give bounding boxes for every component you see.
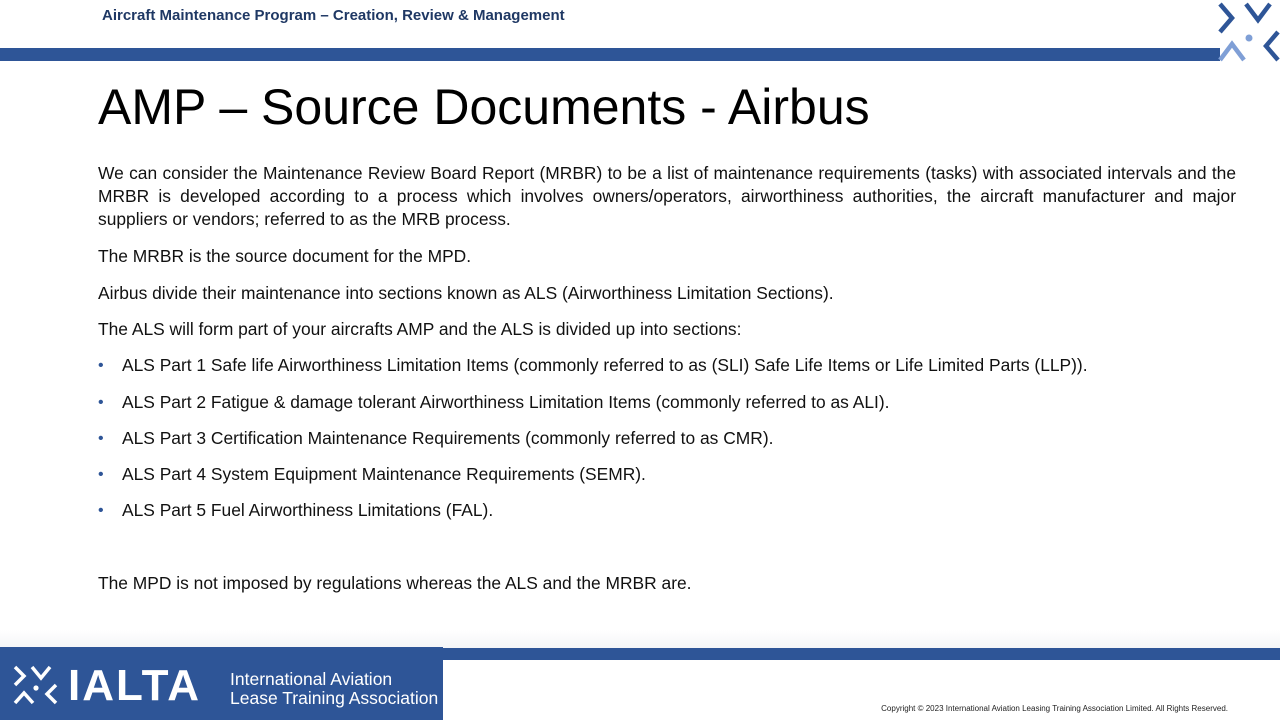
footer-divider-bar: [443, 648, 1280, 660]
bullet-icon: •: [98, 466, 104, 483]
bullet-text: ALS Part 2 Fatigue & damage tolerant Airworthiness Limitation Items (commonly referred to as ALI).: [122, 392, 890, 412]
org-name-line1: International Aviation: [230, 669, 393, 689]
bullet-text: ALS Part 3 Certification Maintenance Requirements (commonly referred to as CMR).: [122, 428, 774, 448]
paragraph-als-sections: The ALS will form part of your aircrafts AMP and the ALS is divided up into sections:: [98, 319, 742, 339]
org-name-line2: Lease Training Association: [230, 688, 439, 708]
bullet-icon: •: [98, 430, 104, 447]
brand-wordmark: IALTA: [68, 661, 201, 710]
bullet-icon: •: [98, 502, 104, 519]
paragraph-closing: The MPD is not imposed by regulations whereas the ALS and the MRBR are.: [98, 573, 692, 593]
presentation-title: Aircraft Maintenance Program – Creation, Review & Management: [102, 7, 565, 24]
paragraph-airbus-als: Airbus divide their maintenance into sections known as ALS (Airworthiness Limitation Sections).: [98, 283, 834, 303]
slide-title: AMP – Source Documents - Airbus: [98, 79, 870, 135]
ialta-logo-mark-icon: [12, 663, 58, 707]
copyright-notice: Copyright © 2023 International Aviation Leasing Training Association Limited. All Rights Reserved.: [881, 704, 1228, 713]
footer-logo: [0, 647, 443, 720]
footer-shadow: [0, 630, 1280, 648]
bullet-text: ALS Part 5 Fuel Airworthiness Limitations (FAL).: [122, 500, 494, 520]
bullet-text: ALS Part 4 System Equipment Maintenance Requirements (SEMR).: [122, 464, 646, 484]
header-divider-bar: [0, 48, 1220, 61]
bullet-text: ALS Part 1 Safe life Airworthiness Limitation Items (commonly referred to as (SLI) Safe Life Items or Life Limited Parts (LLP)).: [122, 355, 1088, 375]
ialta-mark-icon: [1216, 0, 1280, 64]
bullet-icon: •: [98, 357, 104, 374]
paragraph-mrbr-definition: We can consider the Maintenance Review Board Report (MRBR) to be a list of maintenance requirements (tasks) with associated intervals and the MRBR is developed according to a process which involves owners/operators, airworthiness authorities, the aircraft manufacturer and major suppliers or vendors; referred to as the MRB process.: [98, 163, 1236, 229]
bullet-icon: •: [98, 394, 104, 411]
paragraph-mrbr-source: The MRBR is the source document for the MPD.: [98, 246, 472, 266]
